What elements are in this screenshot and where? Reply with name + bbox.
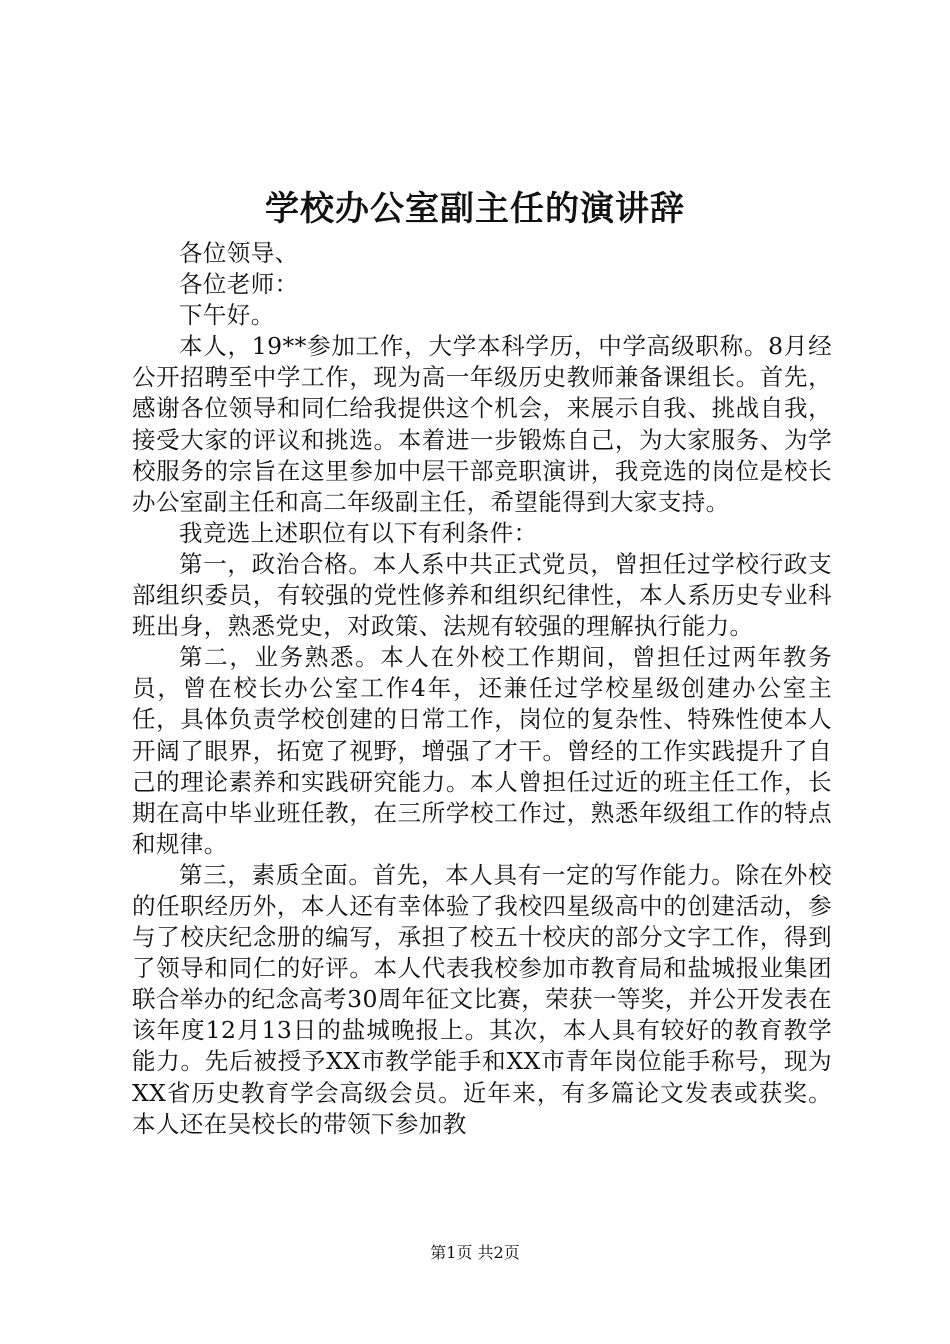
document-title: 学校办公室副主任的演讲辞 [265,189,685,229]
salutation-teachers: 各位老师： [179,270,299,299]
greeting: 下午好。 [179,301,275,330]
paragraph-introduction: 本人，19**参加工作，大学本科学历，中学高级职称。8月经公开招聘至中学工作，现为高一年级历史教师兼备课组长。首先，感谢各位领导和同仁给我提供这个机会，来展示自我、挑战自我，接受大家的评议和挑选。本着进一步锻炼自己，为大家服务、为学校服务的宗旨在这里参加中层干部竞职演讲，我竞选的岗位是校长办公室副主任和高二年级副主任，希望能得到大家支持。 [132,332,832,516]
page-footer: 第1页 共2页 [430,1243,520,1262]
paragraph-conditions-intro: 我竞选上述职位有以下有利条件： [179,518,538,547]
paragraph-first-condition: 第一，政治合格。本人系中共正式党员，曾担任过学校行政支部组织委员，有较强的党性修养和组织纪律性，本人系历史专业科班出身，熟悉党史，对政策、法规有较强的理解执行能力。 [132,549,832,641]
paragraph-second-condition: 第二，业务熟悉。本人在外校工作期间，曾担任过两年教务员，曾在校长办公室工作4年，还兼任过学校星级创建办公室主任，具体负责学校创建的日常工作，岗位的复杂性、特殊性使本人开阔了眼界，拓宽了视野，增强了才干。曾经的工作实践提升了自己的理论素养和实践研究能力。本人曾担任过近的班主任工作，长期在高中毕业班任教，在三所学校工作过，熟悉年级组工作的特点和规律。 [132,643,832,858]
document-body [132,238,832,1140]
salutation-leaders: 各位领导、 [179,239,299,267]
paragraph-third-condition: 第三，素质全面。首先，本人具有一定的写作能力。除在外校的任职经历外，本人还有幸体验了我校四星级高中的创建活动，参与了校庆纪念册的编写，承担了校五十校庆的部分文字工作，得到了领导和同仁的好评。本人代表我校参加市教育局和盐城报业集团联合举办的纪念高考30周年征文比赛，荣获一等奖，并公开发表在该年度12月13日的盐城晚报上。其次，本人具有较好的教育教学能力。先后被授予XX市教学能手和XX市青年岗位能手称号，现为XX省历史教育学会高级会员。近年来，有多篇论文发表或获奖。本人还在吴校长的带领下参加教 [132,860,832,1138]
